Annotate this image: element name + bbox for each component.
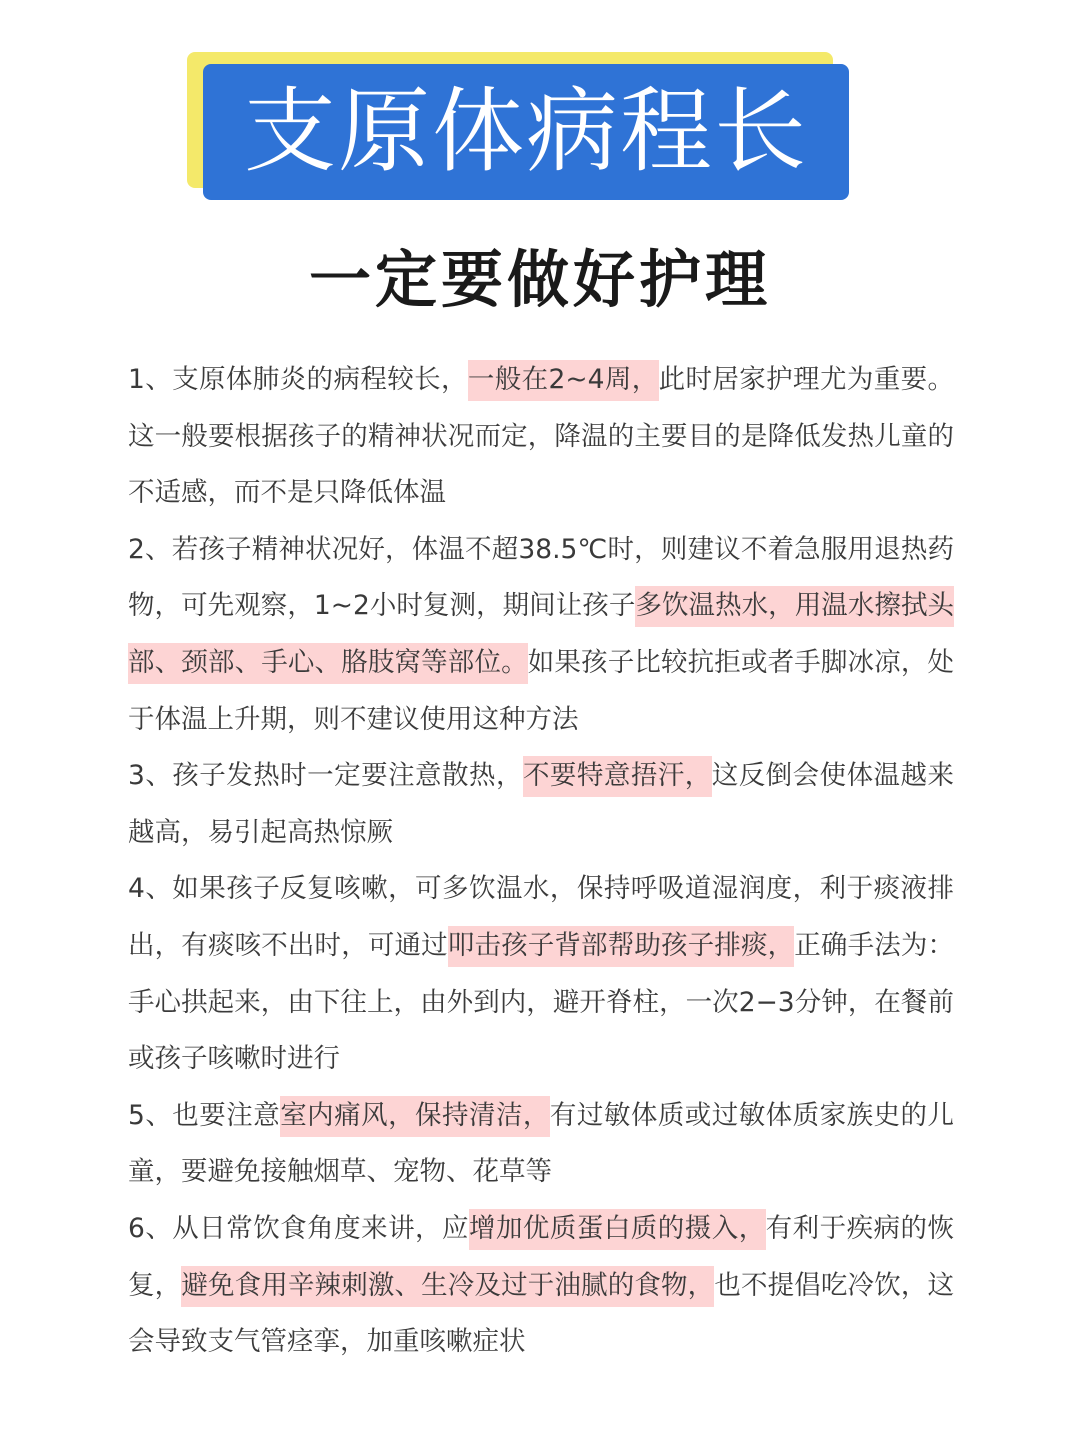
paragraph-text: 也不提倡吃冷饮，这会导致支气管痉挛，加重咳嗽症状	[128, 1269, 955, 1358]
paragraph-text: 正确手法为：手心拱起来，由下往上，由外到内，避开脊柱，一次2−3分钟，在餐前或孩子咳嗽时进行	[128, 929, 955, 1075]
paragraph-text: 1、支原体肺炎的病程较长，	[128, 364, 468, 395]
page-title: 支原体病程长	[243, 78, 808, 185]
paragraph-text: 有利于疾病的恢复，	[128, 1212, 954, 1301]
paragraph-text: 这反倒会使体温越来越高，易引起高热惊厥	[128, 760, 955, 848]
paragraph-text: 5、也要注意	[128, 1099, 281, 1131]
highlighted-text: 不要特意捂汗，	[523, 756, 712, 797]
paragraph-6	[128, 1201, 954, 1371]
paragraph-text: 如果孩子比较抗拒或者手脚冰凉，处于体温上升期，则不建议使用这种方法	[128, 646, 954, 735]
paragraph-4	[128, 861, 954, 1087]
paragraph-2	[128, 522, 954, 748]
paragraph-text: 有过敏体质或过敏体质家族史的儿童，要避免接触烟草、宠物、花草等	[128, 1099, 954, 1188]
page-subtitle: 一定要做好护理	[308, 243, 771, 316]
paragraph-1	[128, 352, 954, 522]
paragraph-text: 此时居家护理尤为重要。这一般要根据孩子的精神状况而定，降温的主要目的是降低发热儿童的不适感，而不是只降低体温	[128, 364, 954, 509]
title-banner	[187, 52, 851, 202]
highlighted-text: 避免食用辛辣刺激、生冷及过于油腻的食物，	[181, 1266, 714, 1307]
paragraph-text: 3、孩子发热时一定要注意散热，	[128, 760, 523, 792]
paragraph-text: 2、若孩子精神状况好，体温不超38.5℃时，则建议不着急服用退热药物，可先观察，1~2小时复测，期间让孩子	[128, 533, 954, 622]
paragraph-text: 6、从日常饮食角度来讲，应	[128, 1212, 469, 1244]
highlighted-text: 室内痛风，保持清洁，	[280, 1096, 550, 1137]
paragraph-5	[128, 1088, 954, 1201]
paragraph-3	[128, 748, 954, 861]
highlighted-text: 多饮温热水，用温水擦拭头部、颈部、手心、胳肢窝等部位。	[128, 586, 954, 684]
highlighted-text: 增加优质蛋白质的摄入，	[469, 1209, 766, 1250]
paragraph-text: 4、如果孩子反复咳嗽，可多饮温水，保持呼吸道湿润度，利于痰液排出，有痰咳不出时，可通过	[128, 873, 954, 961]
highlighted-text: 一般在2~4周，	[468, 360, 659, 401]
banner-box	[203, 64, 849, 200]
article-body	[128, 352, 954, 1371]
highlighted-text: 叩击孩子背部帮助孩子排痰，	[448, 926, 794, 967]
